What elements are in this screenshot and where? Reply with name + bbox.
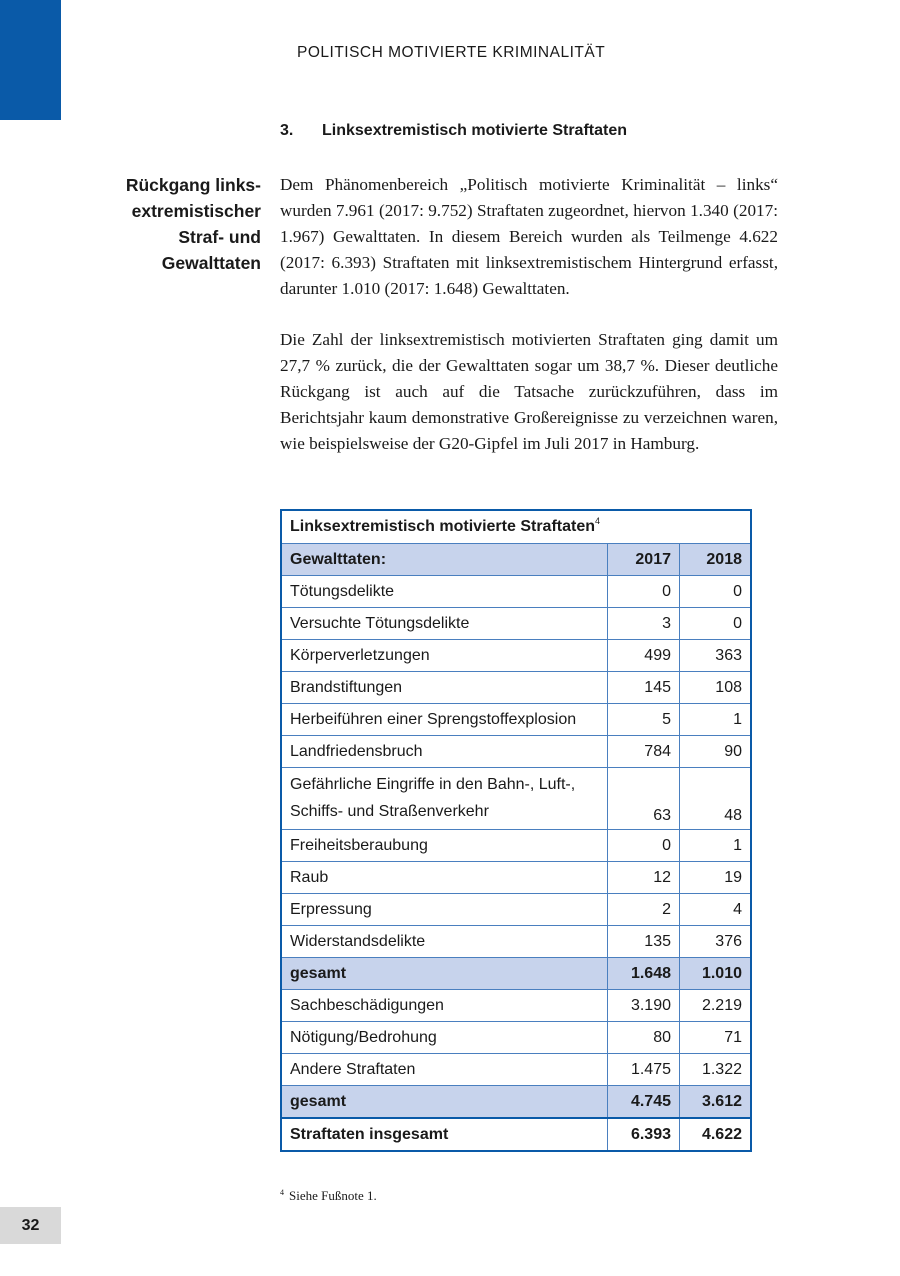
table-row	[281, 640, 751, 672]
row-label: gesamt	[281, 1086, 608, 1119]
row-label: Raub	[281, 862, 608, 894]
margin-note	[100, 172, 261, 276]
row-value-2018: 4.622	[680, 1118, 752, 1151]
row-label: Brandstiftungen	[281, 672, 608, 704]
paragraph-2: Die Zahl der linksextremistisch motivierten Straftaten ging damit um 27,7 % zurück, die der Gewalttaten sogar um 38,7 %. Dieser deutliche Rückgang ist auch auf die Tatsache zurückzuführen, dass im Berichtsjahr kaum demonstrative Großereignisse zu verzeichnen waren, wie beispielsweise der G20-Gipfel im Juli 2017 in Hamburg.	[280, 330, 778, 453]
row-value-2018: 1	[680, 830, 752, 862]
footnote-text: Siehe Fußnote 1.	[289, 1188, 377, 1203]
row-value-2017: 6.393	[608, 1118, 680, 1151]
table-header-row	[281, 544, 751, 576]
row-value-2017: 135	[608, 926, 680, 958]
running-header: POLITISCH MOTIVIERTE KRIMINALITÄT	[297, 44, 606, 61]
table-row	[281, 704, 751, 736]
row-value-2018: 2.219	[680, 990, 752, 1022]
paragraph-1: Dem Phänomenbereich „Politisch motivierte Kriminalität – links“ wurden 7.961 (2017: 9.752) Straftaten zugeordnet, hiervon 1.340 (2017: 1.967) Gewalttaten. In diesem Bereich wurden als Teilmenge 4.622 (2017: 6.393) Straftaten mit linksextremistischem Hintergrund erfasst, darunter 1.010 (2017: 1.648) Gewalttaten.	[280, 175, 778, 298]
section-title: Linksextremistisch motivierte Straftaten	[322, 122, 627, 139]
footnote-marker: 4	[280, 1188, 284, 1197]
row-value-2017: 784	[608, 736, 680, 768]
footnote	[280, 1188, 377, 1204]
row-label: Straftaten insgesamt	[281, 1118, 608, 1151]
row-label: gesamt	[281, 958, 608, 990]
row-value-2018: 376	[680, 926, 752, 958]
table-row	[281, 576, 751, 608]
table-row	[281, 1054, 751, 1086]
table-row	[281, 830, 751, 862]
row-label: Nötigung/Bedrohung	[281, 1022, 608, 1054]
table-subtotal-row	[281, 1086, 751, 1119]
table-row	[281, 926, 751, 958]
row-value-2018: 90	[680, 736, 752, 768]
row-value-2017: 80	[608, 1022, 680, 1054]
row-value-2017: 1.475	[608, 1054, 680, 1086]
row-value-2017: 63	[608, 768, 680, 830]
row-value-2018: 1.322	[680, 1054, 752, 1086]
row-value-2017: 2	[608, 894, 680, 926]
row-value-2017: 0	[608, 576, 680, 608]
row-value-2017: 1.648	[608, 958, 680, 990]
row-label: Körperverletzungen	[281, 640, 608, 672]
table-row	[281, 1022, 751, 1054]
row-value-2018: 1.010	[680, 958, 752, 990]
row-value-2018: 48	[680, 768, 752, 830]
row-value-2018: 363	[680, 640, 752, 672]
row-value-2017: 3	[608, 608, 680, 640]
row-value-2018: 0	[680, 608, 752, 640]
row-value-2017: 0	[608, 830, 680, 862]
row-value-2017: 5	[608, 704, 680, 736]
table-total-row	[281, 1118, 751, 1151]
row-value-2017: 12	[608, 862, 680, 894]
row-label: Versuchte Tötungsdelikte	[281, 608, 608, 640]
footnote-ref: 4	[595, 516, 601, 526]
row-value-2018: 108	[680, 672, 752, 704]
row-value-2017: 145	[608, 672, 680, 704]
row-value-2017: 4.745	[608, 1086, 680, 1119]
table-subtotal-row	[281, 958, 751, 990]
row-label: Widerstandsdelikte	[281, 926, 608, 958]
row-label	[281, 768, 608, 830]
row-value-2018: 71	[680, 1022, 752, 1054]
table-title-text: Linksextremistisch motivierte Straftaten	[290, 518, 595, 535]
row-value-2018: 4	[680, 894, 752, 926]
page-number: 32	[0, 1207, 61, 1244]
statistics-table	[280, 509, 752, 1152]
row-label: Andere Straftaten	[281, 1054, 608, 1086]
row-label-line: Gefährliche Eingriffe in den Bahn-, Luft-,	[290, 776, 576, 793]
table-title-row	[281, 510, 751, 544]
row-label: Freiheitsberaubung	[281, 830, 608, 862]
corner-color-block	[0, 0, 61, 120]
table-title	[281, 510, 751, 544]
row-value-2018: 19	[680, 862, 752, 894]
row-value-2018: 0	[680, 576, 752, 608]
header-year-2017: 2017	[608, 544, 680, 576]
row-value-2017: 3.190	[608, 990, 680, 1022]
table-row	[281, 608, 751, 640]
section-number: 3.	[280, 122, 294, 139]
row-label: Herbeiführen einer Sprengstoffexplosion	[281, 704, 608, 736]
table-row	[281, 894, 751, 926]
header-year-2018: 2018	[680, 544, 752, 576]
margin-note-line: Straf- und	[178, 227, 261, 247]
table-row	[281, 672, 751, 704]
row-value-2017: 499	[608, 640, 680, 672]
row-value-2018: 3.612	[680, 1086, 752, 1119]
margin-note-line: Rückgang links-	[125, 175, 261, 195]
row-label-line: Schiffs- und Straßenverkehr	[290, 803, 489, 820]
row-label: Tötungsdelikte	[281, 576, 608, 608]
section-heading	[280, 122, 627, 140]
margin-note-line: extremistischer	[131, 201, 261, 221]
table-row	[281, 736, 751, 768]
table-row	[281, 768, 751, 830]
margin-note-line: Gewalttaten	[161, 253, 261, 273]
row-label: Sachbeschädigungen	[281, 990, 608, 1022]
table-row	[281, 862, 751, 894]
row-value-2018: 1	[680, 704, 752, 736]
row-label: Landfriedensbruch	[281, 736, 608, 768]
row-label: Erpressung	[281, 894, 608, 926]
header-label: Gewalttaten:	[281, 544, 608, 576]
table-row	[281, 990, 751, 1022]
